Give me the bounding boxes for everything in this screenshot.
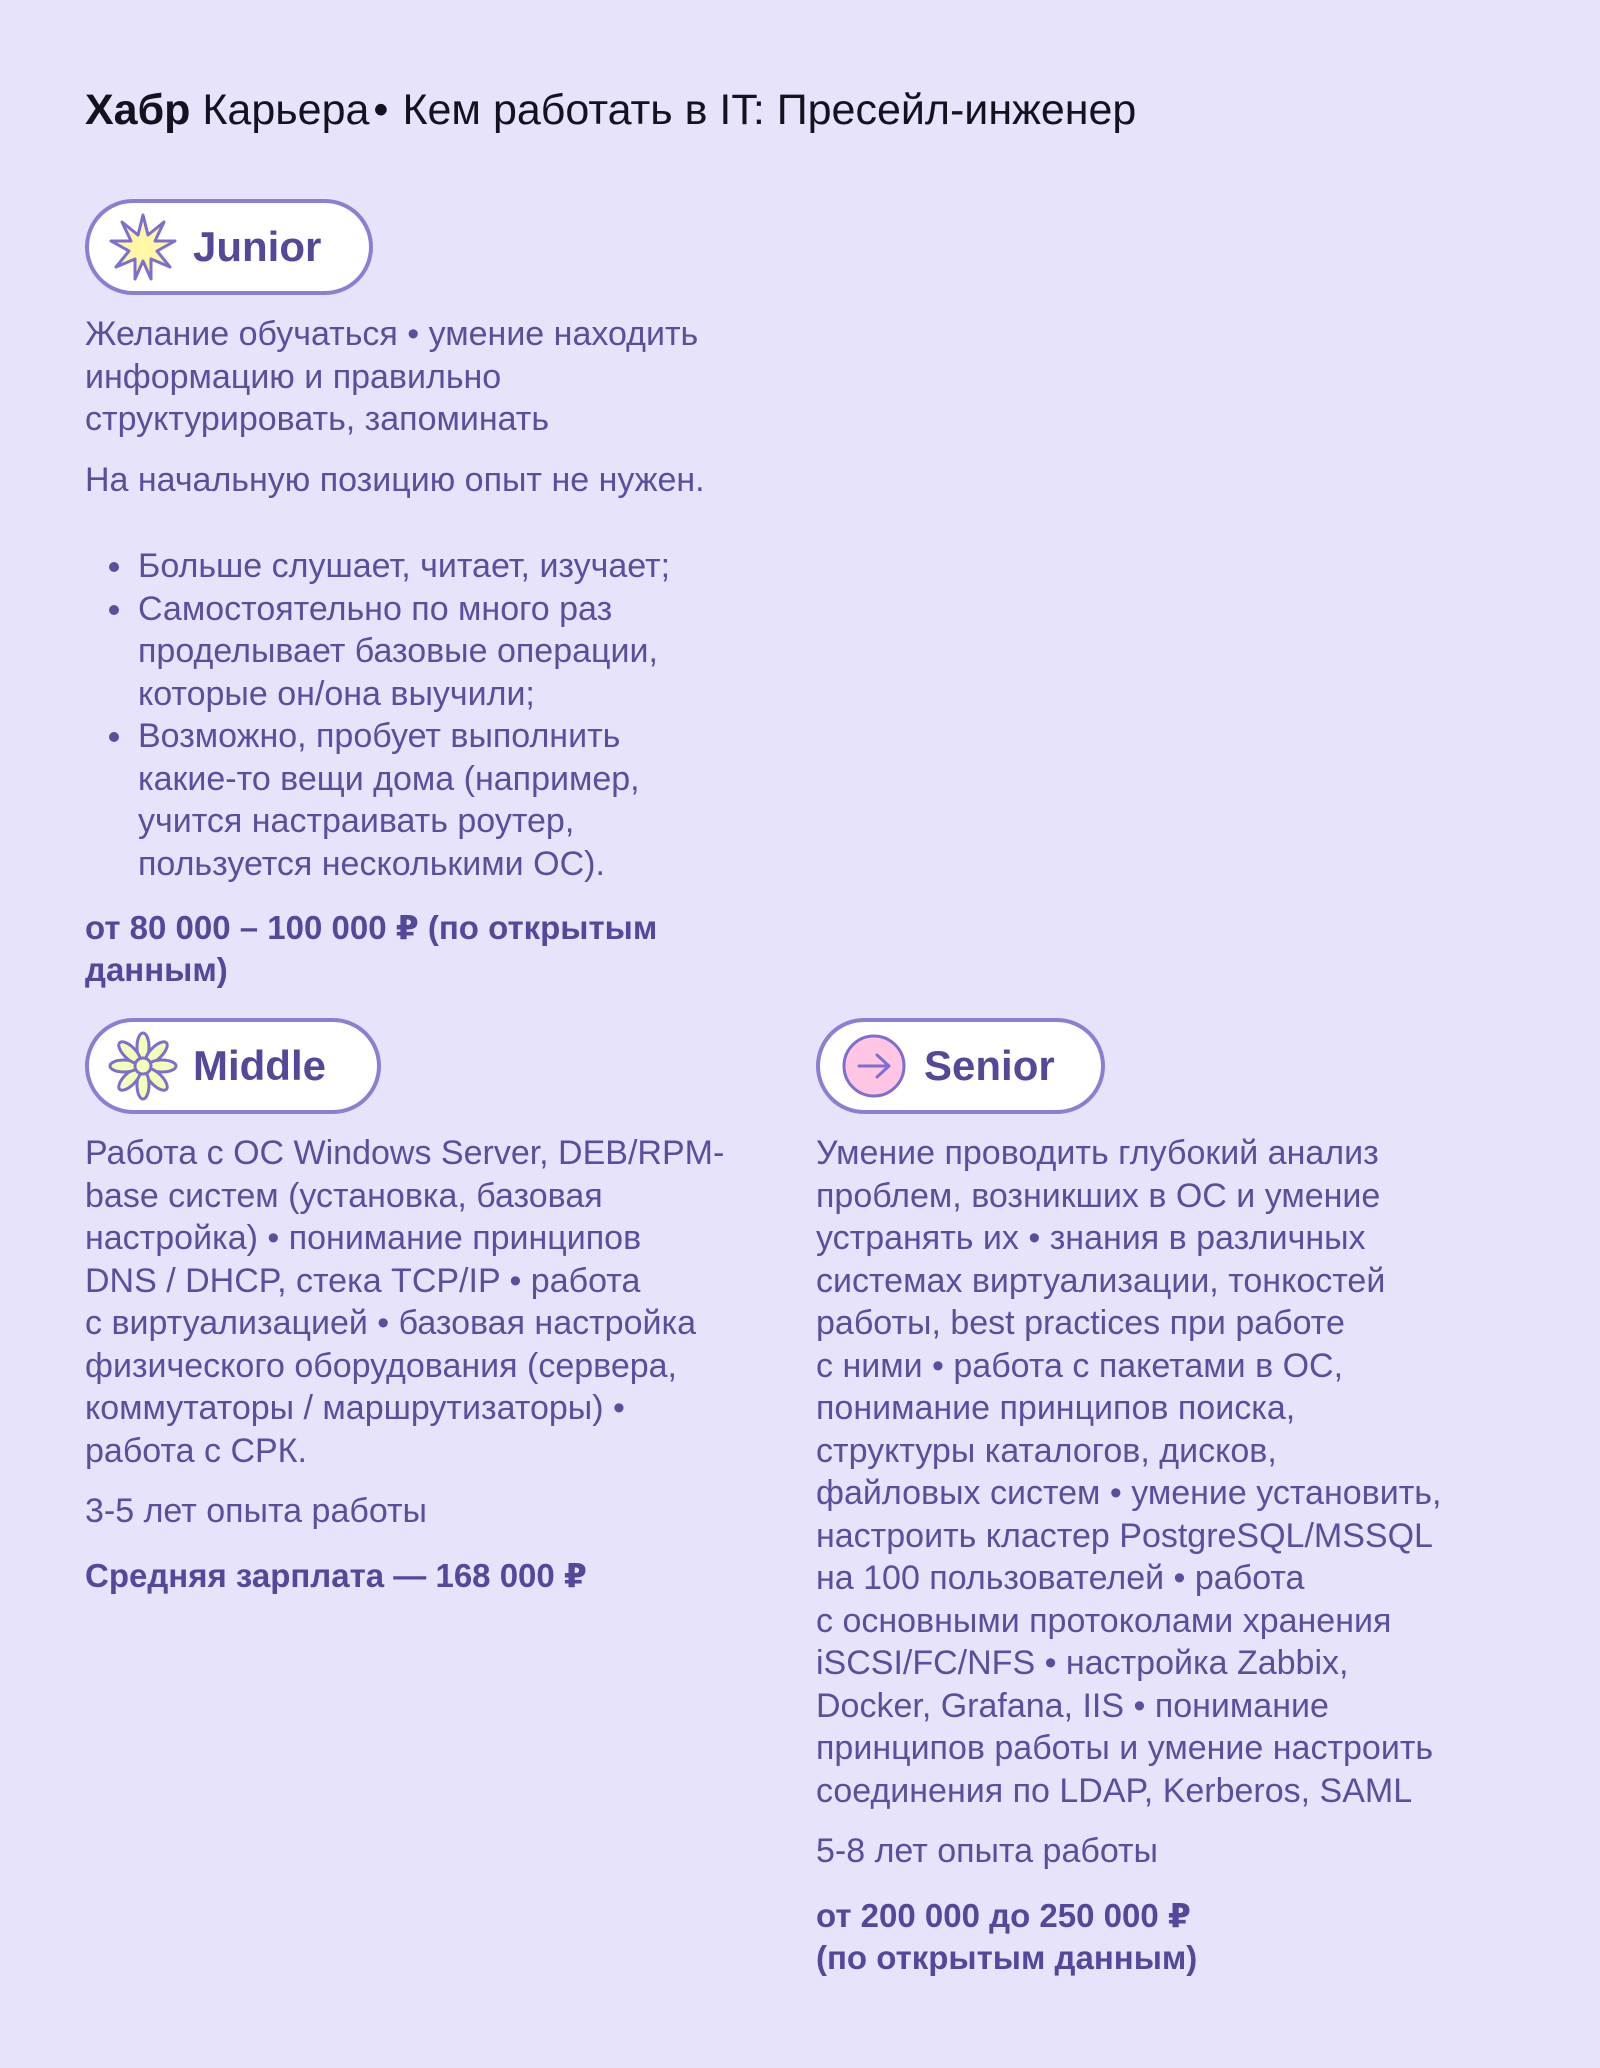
junior-salary: от 80 000 – 100 000 ₽ (по открытым данным) xyxy=(85,909,658,988)
list-item-line: Возможно, пробует выполнить xyxy=(138,717,621,755)
middle-skills-line: Работа с ОС Windows Server, DEB/RPM- xyxy=(85,1134,725,1172)
list-item xyxy=(136,588,785,716)
senior-skills-line: настроить кластер PostgreSQL/MSSQL xyxy=(816,1516,1433,1555)
middle-section xyxy=(85,1018,765,1597)
senior-skills-line: принципов работы и умение настроить xyxy=(816,1729,1434,1767)
starburst-icon xyxy=(107,211,179,283)
list-item-line: Больше слушает, читает, изучает; xyxy=(138,547,671,585)
senior-skills-line: Docker, Grafana, IIS • понимание xyxy=(816,1686,1329,1725)
middle-skills-line: base систем (установка, базовая xyxy=(85,1176,603,1215)
junior-section xyxy=(85,199,785,991)
senior-skills-line: с ними • работа с пакетами в ОС, xyxy=(816,1346,1344,1385)
list-item xyxy=(136,545,785,588)
senior-skills-line: iSCSI/FC/NFS • настройка Zabbix, xyxy=(816,1644,1349,1682)
list-item-line: какие-то вещи дома (например, xyxy=(138,759,640,798)
senior-experience: 5-8 лет опыта работы xyxy=(816,1832,1158,1870)
middle-skills-line: DNS / DHCP, стека TCP/IP • работа xyxy=(85,1261,641,1300)
middle-salary: Средняя зарплата — 168 000 ₽ xyxy=(85,1556,587,1594)
page-header xyxy=(85,82,1136,138)
junior-skills-line: структурировать, запоминать xyxy=(85,400,550,438)
junior-skills-line: информацию и правильно xyxy=(85,357,502,396)
arrow-right-circle-icon xyxy=(838,1030,910,1102)
senior-salary-line: от 200 000 до 250 000 ₽ xyxy=(816,1896,1191,1934)
middle-skills-line: коммутаторы / маршрутизаторы) • xyxy=(85,1389,625,1427)
middle-skills-line: работа с СРК. xyxy=(85,1431,307,1470)
middle-skills-line: с виртуализацией • базовая настройка xyxy=(85,1304,697,1342)
list-item-line: Самостоятельно по много раз xyxy=(138,589,613,628)
senior-skills-line: с основными протоколами хранения xyxy=(816,1601,1392,1640)
list-item-line: пользуется несколькими ОС). xyxy=(138,844,605,883)
junior-badge xyxy=(85,199,373,295)
senior-salary xyxy=(816,1895,1536,1979)
senior-skills-line: Умение проводить глубокий анализ xyxy=(816,1134,1379,1172)
senior-skills-line: соединения по LDAP, Kerberos, SAML xyxy=(816,1771,1413,1810)
senior-skills-line: устранять их • знания в различных xyxy=(816,1219,1366,1257)
senior-badge xyxy=(816,1018,1105,1114)
middle-skills-line: физического оборудования (сервера, xyxy=(85,1346,677,1385)
senior-skills-line: на 100 пользователей • работа xyxy=(816,1559,1305,1597)
list-item xyxy=(136,715,785,885)
senior-skills-line: файловых систем • умение установить, xyxy=(816,1474,1442,1512)
senior-skills-line: системах виртуализации, тонкостей xyxy=(816,1261,1386,1300)
junior-skills-line: Желание обучаться • умение находить xyxy=(85,315,699,353)
asterisk-flower-icon xyxy=(107,1030,179,1102)
list-item-line: которые он/она выучили; xyxy=(138,674,535,713)
senior-section xyxy=(816,1018,1536,1979)
junior-bullet-list xyxy=(85,545,785,885)
middle-skills-line: настройка) • понимание принципов xyxy=(85,1219,642,1257)
list-item-line: проделывает базовые операции, xyxy=(138,632,658,670)
header-separator: • xyxy=(373,86,389,134)
middle-badge xyxy=(85,1018,381,1114)
list-item-line: учится настраивать роутер, xyxy=(138,802,575,840)
junior-label: Junior xyxy=(193,223,322,270)
senior-skills-line: структуры каталогов, дисков, xyxy=(816,1431,1277,1470)
junior-experience: На начальную позицию опыт не нужен. xyxy=(85,460,705,499)
brand-name: Хабр xyxy=(85,86,191,134)
senior-skills-line: понимание принципов поиска, xyxy=(816,1389,1296,1427)
senior-skills-line: проблем, возникших в ОС и умение xyxy=(816,1176,1381,1215)
middle-experience: 3-5 лет опыта работы xyxy=(85,1492,427,1530)
senior-salary-line: (по открытым данным) xyxy=(816,1938,1198,1976)
section-name: Карьера xyxy=(202,86,370,134)
middle-skills xyxy=(85,1132,765,1472)
senior-label: Senior xyxy=(924,1042,1055,1089)
senior-skills xyxy=(816,1132,1536,1812)
page-title: Кем работать в IT: Пресейл-инженер xyxy=(402,86,1137,134)
senior-skills-line: работы, best practices при работе xyxy=(816,1304,1345,1342)
middle-label: Middle xyxy=(193,1042,326,1089)
